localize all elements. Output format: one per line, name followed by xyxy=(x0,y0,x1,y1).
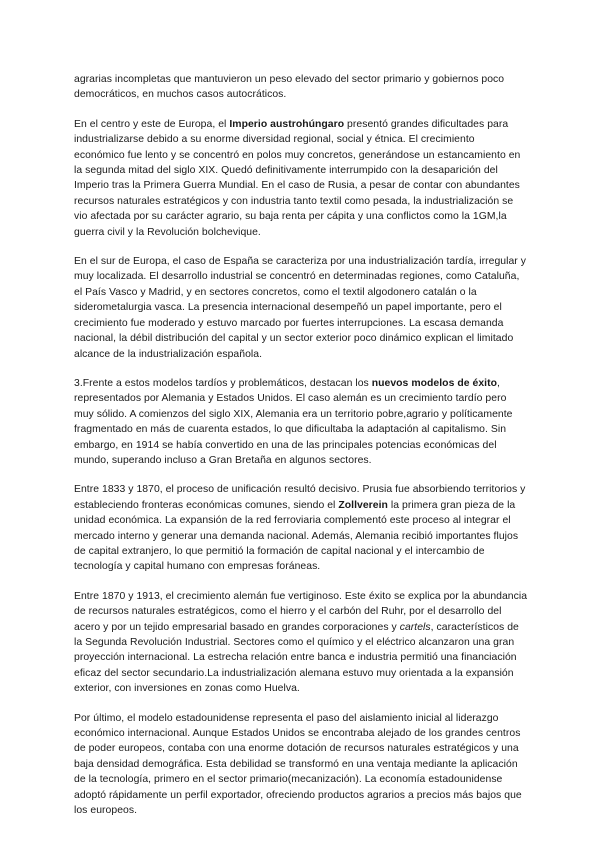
paragraph-text: , representados por Alemania y Estados Unidos. El caso alemán es un crecimiento tardío pero muy sólido. A comienzos del siglo XIX, Alemania era un territorio pobre,agrario y políticamente fragmentado en más de cuarenta estados, lo que dificultaba la adaptación al capitalismo. Sin embargo, en 1914 se había convertido en una de las principales potencias económicas del mundo, superando incluso a Gran Bretaña en algunos sectores. xyxy=(74,377,513,466)
paragraph-austro-hungarian-russia xyxy=(74,117,528,240)
paragraph-text: En el centro y este de Europa, el xyxy=(74,118,230,130)
paragraph-german-growth xyxy=(74,589,528,697)
paragraph-text: Entre 1833 y 1870, el proceso de unificación resultó decisivo. Prusia fue absorbiendo territorios y estableciendo fronteras económicas comunes, siendo el xyxy=(74,484,526,511)
italic-term-cartels: cartels xyxy=(399,621,431,633)
paragraph-spain xyxy=(74,254,528,362)
bold-term-new-success-models: nuevos modelos de éxito xyxy=(371,377,497,389)
paragraph-text: , característicos de la Segunda Revolución Industrial. Sectores como el químico y el eléctrico alcanzaron una gran proyección internacional. La estrecha relación entre banca e industria permitió una financiación eficaz del sector secundario.La industrialización alemana estuvo muy orientada a la expansión exterior, con inversiones en zonas como Huelva. xyxy=(74,621,519,695)
paragraph-text: Por último, el modelo estadounidense representa el paso del aislamiento inicial al liderazgo económico internacional. Aunque Estados Unidos se encontraba alejado de los grandes centros de poder europeos, contaba con una enorme dotación de recursos naturales estratégicos y una baja densidad demográfica. Esta debilidad se transformó en una ventaja mediante la aplicación de la tecnología, primero en el sector primario(mecanización). La economía estadounidense adoptó rápidamente un perfil exportador, ofreciendo productos agrarios a precios más bajos que los europeos. xyxy=(74,712,522,817)
paragraph-text: presentó grandes dificultades para industrializarse debido a su enorme diversidad regional, social y étnica. El crecimiento económico fue lento y se concentró en polos muy concretos, generándose un estancamiento en la segunda mitad del siglo XIX. Quedó definitivamente interrumpido con la desaparición del Imperio tras la Primera Guerra Mundial. En el caso de Rusia, a pesar de contar con abundantes recursos naturales estratégicos y con industria tanto textil como pesada, la industrialización se vio afectada por su carácter agrario, su baja renta per cápita y una conflictos como la 1GM,la guerra civil y la Revolución bolchevique. xyxy=(74,118,521,238)
paragraph-new-success-models xyxy=(74,376,528,468)
bold-term-austro-hungarian-empire: Imperio austrohúngaro xyxy=(229,118,345,130)
paragraph-text: agrarias incompletas que mantuvieron un peso elevado del sector primario y gobiernos poco democráticos, en muchos casos autocráticos. xyxy=(74,74,505,101)
paragraph-german-unification xyxy=(74,482,528,574)
paragraph-text: En el sur de Europa, el caso de España se caracteriza por una industrialización tardía, irregular y muy localizada. El desarrollo industrial se concentró en determinadas regiones, como Cataluña, el País Vasco y Madrid, y en sectores concretos, como el textil algodonero catalán o la siderometalurgia vasca. La presencia internacional desempeñó un papel importante, pero el crecimiento fue moderado y estuvo marcado por fuertes interrupciones. La escasa demanda nacional, la débil distribución del capital y un sector exterior poco dinámico explican el limitado alcance de la industrialización española. xyxy=(74,256,526,360)
paragraph-text: Entre 1870 y 1913, el crecimiento alemán fue vertiginoso. Este éxito se explica por la abundancia de recursos naturales estratégicos, como el hierro y el carbón del Ruhr, por el desarrollo del acero y por un tejido empresarial basado en grandes corporaciones y xyxy=(74,590,528,633)
bold-term-zollverein: Zollverein xyxy=(338,499,388,511)
paragraph-agrarian-models xyxy=(74,72,528,103)
paragraph-usa-model xyxy=(74,711,528,819)
paragraph-text: 3.Frente a estos modelos tardíos y problemáticos, destacan los xyxy=(74,377,372,389)
paragraph-text: la primera gran pieza de la unidad económica. La expansión de la red ferroviaria complementó este proceso al integrar el mercado interno y generar una demanda nacional. Además, Alemania recibió importantes flujos de capital extranjero, lo que permitió la formación de capital nacional y el intercambio de tecnología y capital humano con empresas foráneas. xyxy=(74,499,519,573)
